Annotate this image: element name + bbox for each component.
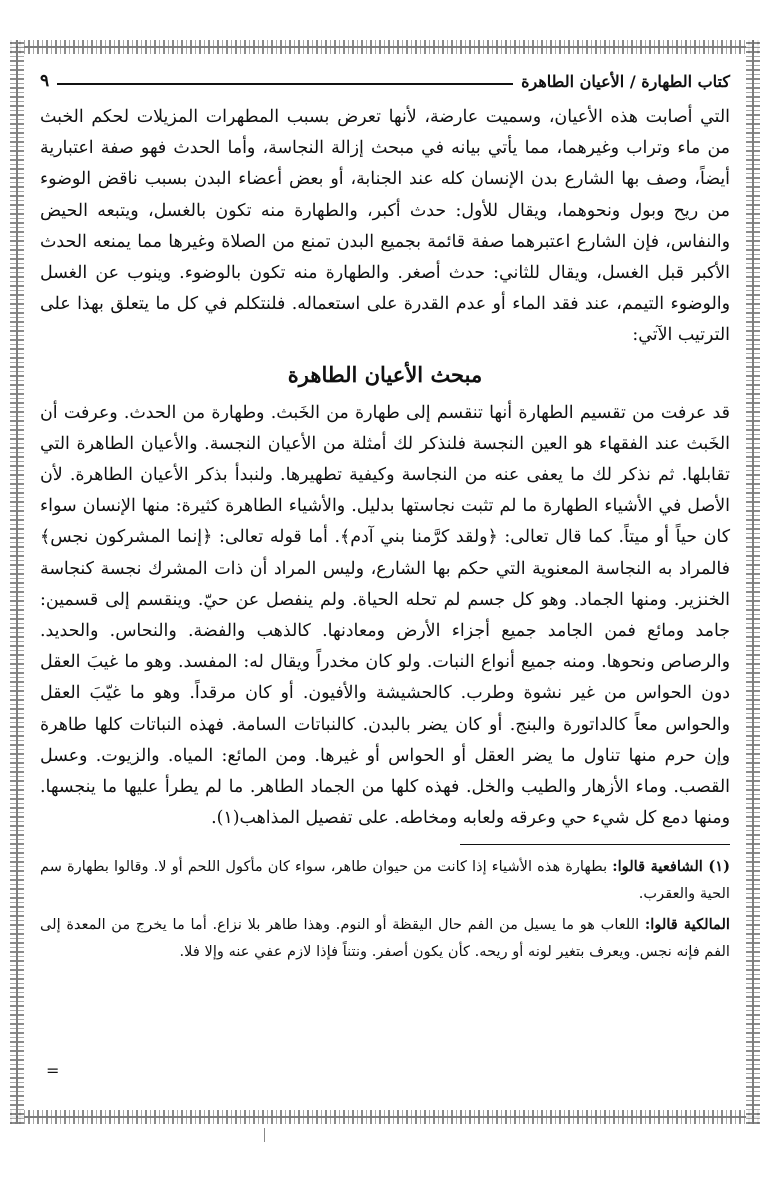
footnote-text: اللعاب هو ما يسيل من الفم حال اليقظة أو النوم. وهذا طاهر بلا نزاع. أما ما يخرج من المعدة إلى الفم فإنه نجس. ويعرف بتغير لونه أو ريحه. كأن يكون أصفر. ونتناً فإذا لازم عفي عنه وإلا فلا.	[40, 916, 730, 961]
continuation-mark: =	[46, 1061, 60, 1080]
intro-paragraph: التي أصابت هذه الأعيان، وسميت عارضة، لأنها تعرض بسبب المطهرات المزيلات لحكم الخبث من ماء وتراب وغيرهما، مما يأتي بيانه في مبحث إزالة النجاسة، وأما الحدث فهو صفة اعتبارية أيضاً، وصف بها الشارع بدن الإنسان كله عند الجنابة، أو بعض أعضاء البدن بسبب ناقض الوضوء من ريح وبول ونحوهما، ويقال للأول: حدث أكبر، والطهارة منه تكون بالغسل، ويتبعه الحيض والنفاس، فإن الشارع اعتبرهما صفة قائمة بجميع البدن تمنع من الصلاة وغيرها مما يمنعه الحدث الأكبر قبل الغسل، ويقال للثاني: حدث أصغر. والطهارة منه تكون بالوضوء. وينوب عن الغسل والوضوء التيمم، عند فقد الماء أو عدم القدرة على استعماله. فلنتكلم في كل ما يتعلق بهذا على الترتيب الآتي:	[40, 107, 730, 346]
ornamental-border-right	[746, 40, 760, 1124]
footnote-label: (١) الشافعية قالوا:	[612, 858, 730, 876]
header-title: كتاب الطهارة / الأعيان الطاهرة	[521, 71, 730, 91]
header-rule	[57, 83, 513, 85]
page-number: ٩	[40, 71, 50, 91]
page-tick-mark	[264, 1128, 265, 1142]
ornamental-border-top	[10, 40, 760, 54]
ornamental-border-left	[10, 40, 24, 1124]
footnote-text: بطهارة هذه الأشياء إذا كانت من حيوان طاهر، سواء كان مأكول اللحم أو لا. وقالوا بطهارة سم الحية والعقرب.	[40, 858, 730, 903]
footnote-maliki	[40, 911, 730, 965]
footnote-shafii	[40, 853, 730, 907]
running-header	[40, 66, 730, 96]
section-title: مبحث الأعيان الطاهرة	[287, 361, 483, 387]
footnote-rule	[460, 844, 730, 845]
footnote-label: المالكية قالوا:	[644, 916, 730, 934]
ornamental-border-bottom	[10, 1110, 760, 1124]
page-content	[40, 66, 730, 969]
body-paragraph: قد عرفت من تقسيم الطهارة أنها تنقسم إلى طهارة من الخَبث. وطهارة من الحدث. وعرفت أن الخَبث عند الفقهاء هو العين النجسة فلنذكر لك أمثلة من الأعيان النجسة. والأعيان الطاهرة التي تقابلها. ثم نذكر لك ما يعفى عنه من النجاسة وكيفية تطهيرها. ولنبدأ بذكر الأعيان الطاهرة. لأن الأصل في الأشياء الطهارة ما لم تثبت نجاستها بدليل. والأشياء الطاهرة كثيرة: منها الإنسان سواء كان حياً أو ميتاً. كما قال تعالى: ﴿ولقد كرَّمنا بني آدم﴾. أما قوله تعالى: ﴿إنما المشركون نجس﴾ فالمراد به النجاسة المعنوية التي حكم بها الشارع، وليس المراد أن ذات المشرك نجسة كنجاسة الخنزير. ومنها الجماد. وهو كل جسم لم تحله الحياة. ولم ينفصل عن حيّ. وينقسم إلى قسمين: جامد ومائع فمن الجامد جميع أجزاء الأرض ومعادنها. كالذهب والفضة. والنحاس. والحديد. والرصاص ونحوها. ومنه جميع أنواع النبات. ولو كان مخدراً ويقال له: المفسد. وهو ما غيبَ العقل دون الحواس من غير نشوة وطرب. كالحشيشة والأفيون. أو كان مرقداً. وهو ما غيّبَ العقل والحواس معاً كالداتورة والبنج. أو كان يضر بالبدن. كالنباتات السامة. فهذه النباتات كلها طاهرة وإن حرم منها تناول ما يضر العقل أو الحواس أو غيرها. ومن المائع: المياه. والزيوت. وعسل القصب. وماء الأزهار والطيب والخل. فهذه كلها من الجماد الطاهر. ما لم يطرأ عليها ما ينجسها. ومنها دمع كل شيء حي وعرقه ولعابه ومخاطه. على تفصيل المذاهب(١).	[40, 402, 730, 829]
